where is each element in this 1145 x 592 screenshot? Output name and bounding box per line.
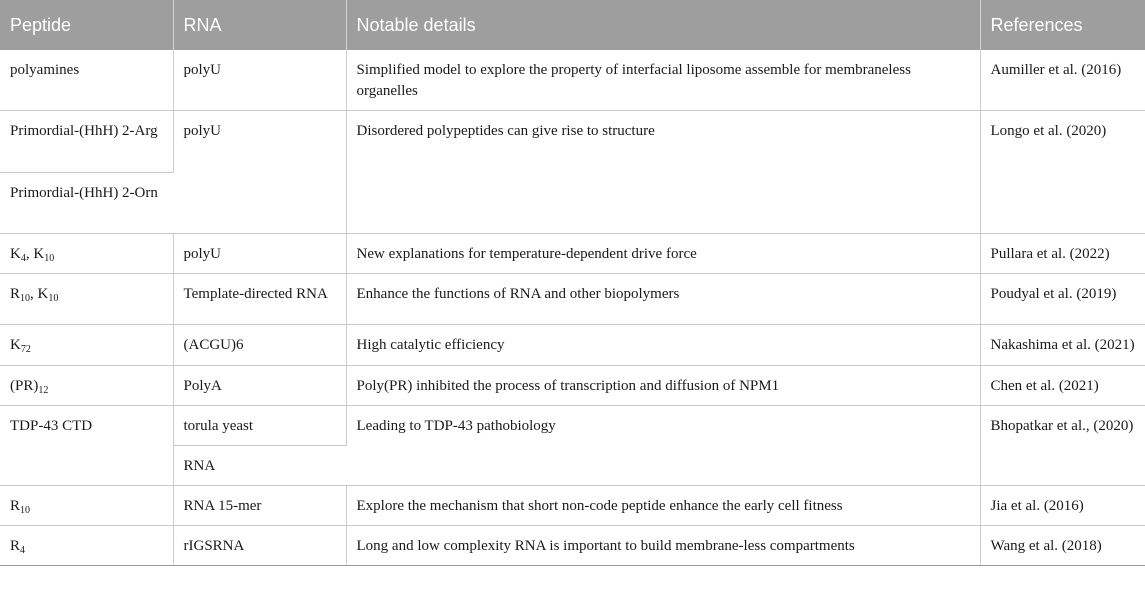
cell-rna: RNA bbox=[173, 446, 346, 486]
table-row bbox=[0, 274, 1145, 325]
cell-rna: PolyA bbox=[173, 366, 346, 406]
cell-peptide: Primordial-(HhH) 2-Orn bbox=[0, 173, 173, 234]
cell-reference: Chen et al. (2021) bbox=[980, 366, 1145, 406]
cell-reference: Poudyal et al. (2019) bbox=[980, 274, 1145, 325]
cell-peptide: $K_4$, $K_{10}$ bbox=[0, 234, 173, 274]
cell-reference: Bhopatkar et al., (2020) bbox=[980, 406, 1145, 486]
cell-peptide: $R_{10}$ bbox=[0, 486, 173, 526]
header-references: References bbox=[980, 0, 1145, 50]
cell-details: Long and low complexity RNA is important to build membrane-less compartments bbox=[346, 526, 980, 566]
table-row bbox=[0, 111, 1145, 173]
header-rna: RNA bbox=[173, 0, 346, 50]
cell-rna: RNA 15-mer bbox=[173, 486, 346, 526]
cell-rna: polyU bbox=[173, 111, 346, 234]
table-row bbox=[0, 234, 1145, 274]
table-row bbox=[0, 406, 1145, 446]
cell-details: New explanations for temperature-dependent drive force bbox=[346, 234, 980, 274]
table-row bbox=[0, 325, 1145, 366]
cell-rna: rIGSRNA bbox=[173, 526, 346, 566]
cell-peptide: Primordial-(HhH) 2-Arg bbox=[0, 111, 173, 173]
cell-rna: polyU bbox=[173, 50, 346, 111]
cell-details: High catalytic efficiency bbox=[346, 325, 980, 366]
cell-peptide: $R_{10}$, $K_{10}$ bbox=[0, 274, 173, 325]
cell-details: Leading to TDP-43 pathobiology bbox=[346, 406, 980, 486]
cell-peptide: $R_4$ bbox=[0, 526, 173, 566]
cell-details: Disordered polypeptides can give rise to structure bbox=[346, 111, 980, 234]
table-row bbox=[0, 50, 1145, 111]
table-header-row bbox=[0, 0, 1145, 50]
table-row bbox=[0, 366, 1145, 406]
cell-reference: Jia et al. (2016) bbox=[980, 486, 1145, 526]
cell-peptide: polyamines bbox=[0, 50, 173, 111]
cell-rna: (ACGU)6 bbox=[173, 325, 346, 366]
cell-rna: polyU bbox=[173, 234, 346, 274]
table-row bbox=[0, 486, 1145, 526]
cell-reference: Aumiller et al. (2016) bbox=[980, 50, 1145, 111]
cell-peptide: $(PR)_{12}$ bbox=[0, 366, 173, 406]
cell-peptide: $K_{72}$ bbox=[0, 325, 173, 366]
header-notable-details: Notable details bbox=[346, 0, 980, 50]
cell-details: Explore the mechanism that short non-code peptide enhance the early cell fitness bbox=[346, 486, 980, 526]
cell-details: Poly(PR) inhibited the process of transcription and diffusion of NPM1 bbox=[346, 366, 980, 406]
cell-details: Simplified model to explore the property of interfacial liposome assemble for membraneless organelles bbox=[346, 50, 980, 111]
cell-reference: Nakashima et al. (2021) bbox=[980, 325, 1145, 366]
cell-reference: Longo et al. (2020) bbox=[980, 111, 1145, 234]
cell-rna: Template-directed RNA bbox=[173, 274, 346, 325]
header-peptide: Peptide bbox=[0, 0, 173, 50]
cell-rna: torula yeast bbox=[173, 406, 346, 446]
table-row bbox=[0, 526, 1145, 566]
cell-peptide: TDP-43 CTD bbox=[0, 406, 173, 486]
cell-details: Enhance the functions of RNA and other biopolymers bbox=[346, 274, 980, 325]
cell-reference: Pullara et al. (2022) bbox=[980, 234, 1145, 274]
cell-reference: Wang et al. (2018) bbox=[980, 526, 1145, 566]
